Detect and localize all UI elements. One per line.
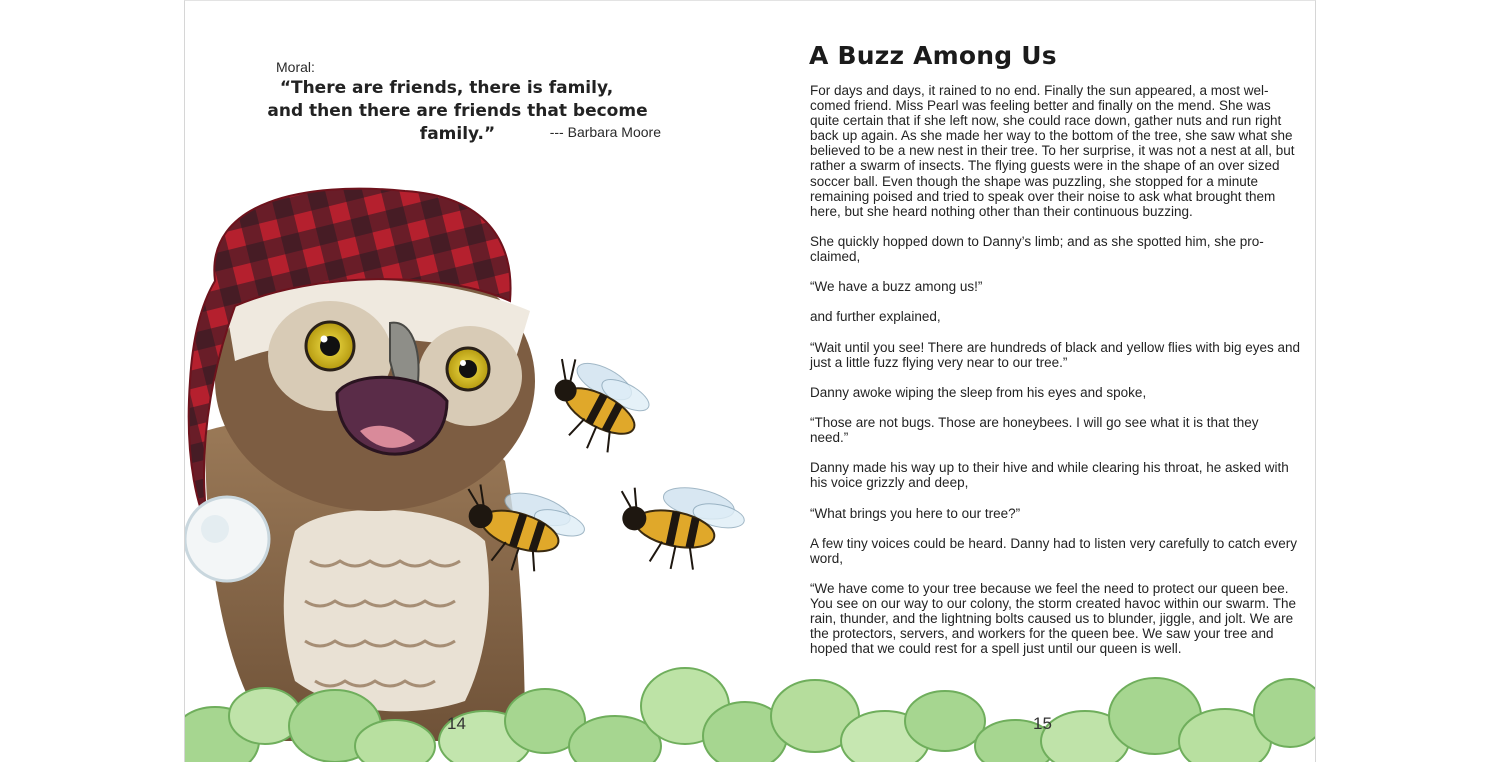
story-paragraph: For days and days, it rained to no end. Finally the sun appeared, a most wel-comed friend. Miss Pearl was feeling better and finally on the mend. She was quite certain that if she left now, she could race down, gather nuts and run right back up again. As she made her way to the bottom of the tree, she saw what she believed to be a new nest in their tree. To her surprise, it was not a nest at all, but rather a swarm of insects. The flying guests were in the shape of an over sized soccer ball. Even though the shape was puzzling, she stopped for a minute remaining poised and tried to speak over their noise to ask what brought them here, but she heard nothing other than their continuous buzzing. (810, 83, 1295, 219)
quote-author: --- Barbara Moore (549, 124, 661, 140)
story-paragraph: and further explained, (810, 309, 941, 325)
story-paragraph: She quickly hopped down to Danny’s limb; and as she spotted him, she pro-claimed, (810, 233, 1264, 265)
bee-icon (608, 473, 749, 581)
moral-label: Moral: (276, 59, 315, 75)
story-paragraph: Danny made his way up to their hive and while clearing his throat, he asked with his voice grizzly and deep, (810, 460, 1289, 491)
clover-leaf-icon (975, 711, 1129, 762)
clover-leaf-icon (1254, 679, 1316, 747)
moral-quote-line-1: “There are friends, there is family, (279, 78, 614, 98)
page-number-right: 15 (1033, 714, 1052, 733)
moral-quote-line-2: and then there are friends that become family.” (267, 101, 648, 144)
clover-leaf-icon (1109, 678, 1271, 762)
story-text (810, 83, 1300, 672)
story-paragraph: “We have come to your tree because we feel the need to protect our queen bee. You see on our way to our colony, the storm created havoc within our swarm. The rain, thunder, and the lightning bolts caused us to blunder, jiggle, and jolt. We are the protectors, servers, and workers for the queen bee. We saw your tree and hoped that we could rest for a spell just until our queen is well. (810, 581, 1296, 657)
page-title: A Buzz Among Us (809, 41, 1057, 70)
clover-leaf-icon (841, 691, 985, 762)
story-paragraph: “We have a buzz among us!” (810, 279, 983, 295)
story-paragraph: “What brings you here to our tree?” (810, 505, 1021, 521)
story-paragraph: “Those are not bugs. Those are honeybees. I will go see what it is that they need.” (810, 415, 1259, 446)
book-spread (184, 0, 1316, 762)
story-paragraph: A few tiny voices could be heard. Danny had to listen very carefully to catch every word, (810, 535, 1298, 566)
bee-icon (530, 348, 655, 465)
owl-illustration (185, 189, 535, 741)
clover-leaf-icon (185, 688, 301, 762)
story-paragraph: Danny awoke wiping the sleep from his eyes and spoke, (810, 384, 1147, 400)
story-paragraph: “Wait until you see! There are hundreds of black and yellow flies with big eyes and just a little fuzz flying very near to our tree.” (810, 339, 1301, 370)
cap-pompom (185, 497, 269, 581)
page-number-left: 14 (447, 714, 466, 733)
